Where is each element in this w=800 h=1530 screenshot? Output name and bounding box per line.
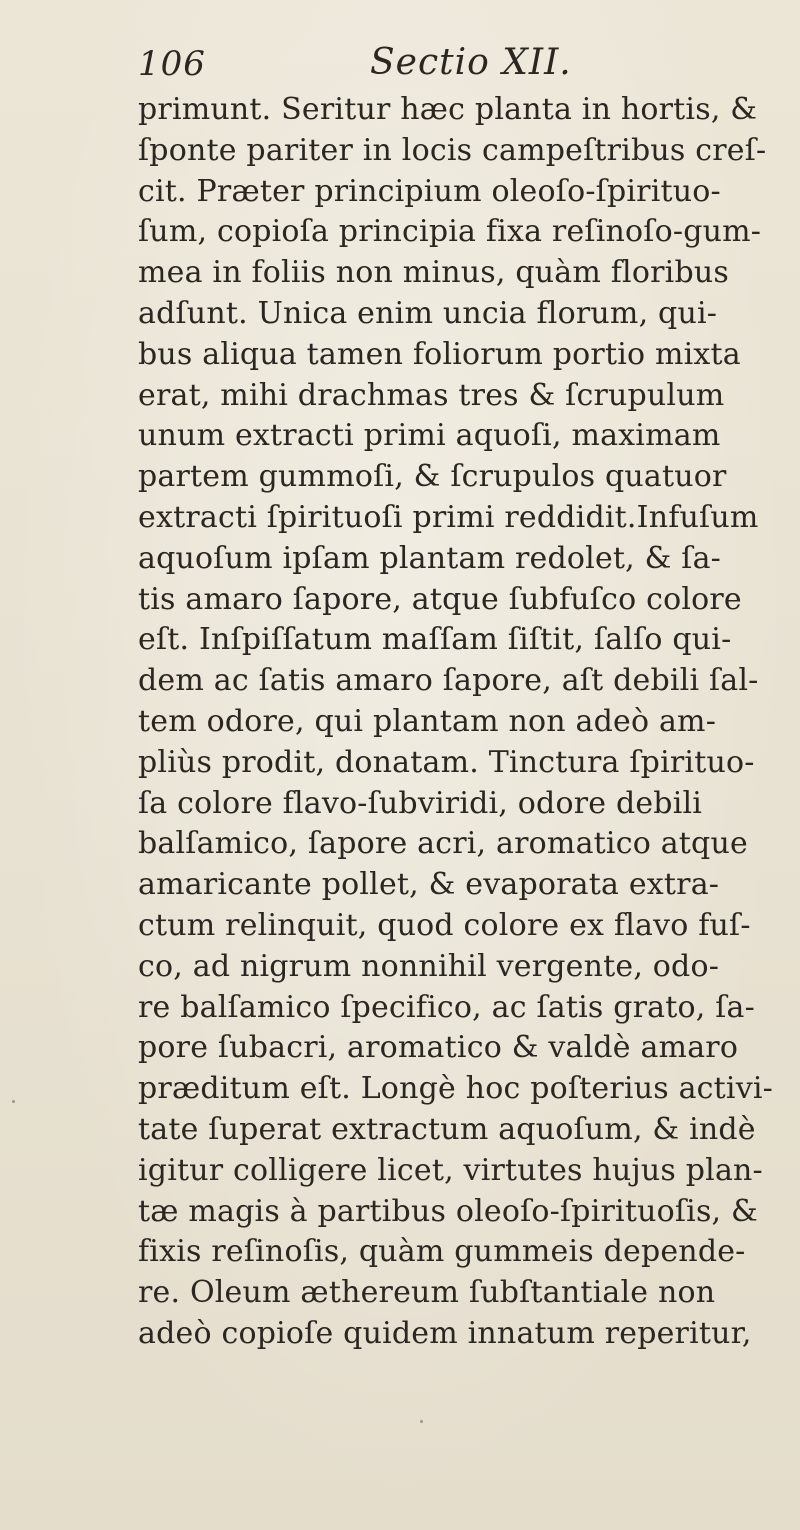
text-line: mea in foliis non minus, quàm floribus: [138, 255, 729, 291]
text-line: eſt. Inſpiſſatum maſſam ſiſtit, ſalſo qui-: [138, 622, 732, 658]
text-line: amaricante pollet, & evaporata extra-: [138, 867, 720, 903]
text-line: re balſamico ſpecifico, ac ſatis grato, ſa-: [138, 989, 755, 1025]
text-line: ſum, copioſa principia fixa reſinoſo-gum-: [138, 214, 762, 250]
text-line: adeò copioſe quidem innatum reperitur,: [138, 1315, 752, 1351]
text-line: tæ magis à partibus oleoſo-ſpirituoſis, &: [138, 1193, 758, 1229]
paper-speck: [12, 1100, 15, 1103]
text-line: partem gummoſi, & ſcrupulos quatuor: [138, 459, 727, 495]
page-number: 106: [138, 44, 206, 84]
text-line: tate ſuperat extractum aquoſum, & indè: [138, 1111, 756, 1147]
text-line: præditum eſt. Longè hoc poſterius activi-: [138, 1071, 773, 1107]
text-line: pliùs prodit, donatam. Tinctura ſpirituo-: [138, 744, 755, 780]
text-line: ſa colore flavo-ſubviridi, odore debili: [138, 785, 703, 821]
text-line: ſponte pariter in locis campeſtribus creſ-: [138, 132, 767, 168]
text-line: co, ad nigrum nonnihil vergente, odo-: [138, 948, 720, 984]
text-line: extracti ſpirituoſi primi reddidit.Infuſum: [138, 499, 759, 535]
text-line: adſunt. Unica enim uncia florum, qui-: [138, 295, 718, 331]
text-line: cit. Præter principium oleoſo-ſpirituo-: [138, 173, 721, 209]
text-line: bus aliqua tamen foliorum portio mixta: [138, 336, 741, 372]
text-line: re. Oleum æthereum ſubſtantiale non: [138, 1275, 716, 1311]
text-line: fixis reſinoſis, quàm gummeis depende-: [138, 1234, 746, 1270]
text-line: dem ac ſatis amaro ſapore, aſt debili ſal-: [138, 663, 759, 699]
body-text: [138, 90, 798, 1355]
text-line: primunt. Seritur hæc planta in hortis, &: [138, 92, 758, 127]
text-line: unum extracti primi aquoſi, maximam: [138, 418, 721, 454]
text-line: erat, mihi drachmas tres & ſcrupulum: [138, 377, 725, 413]
paper-speck: [420, 1420, 423, 1423]
text-line: tem odore, qui plantam non adeò am-: [138, 703, 717, 739]
text-line: aquoſum ipſam plantam redolet, & ſa-: [138, 540, 721, 576]
page-header: [138, 38, 778, 88]
text-line: balſamico, ſapore acri, aromatico atque: [138, 826, 748, 862]
text-line: ctum relinquit, quod colore ex flavo fuſ-: [138, 907, 751, 943]
text-line: igitur colligere licet, virtutes hujus plan-: [138, 1152, 763, 1188]
running-head: Sectio XII.: [370, 42, 572, 83]
text-line: tis amaro ſapore, atque ſubfuſco colore: [138, 581, 742, 617]
text-line: pore ſubacri, aromatico & valdè amaro: [138, 1030, 739, 1066]
